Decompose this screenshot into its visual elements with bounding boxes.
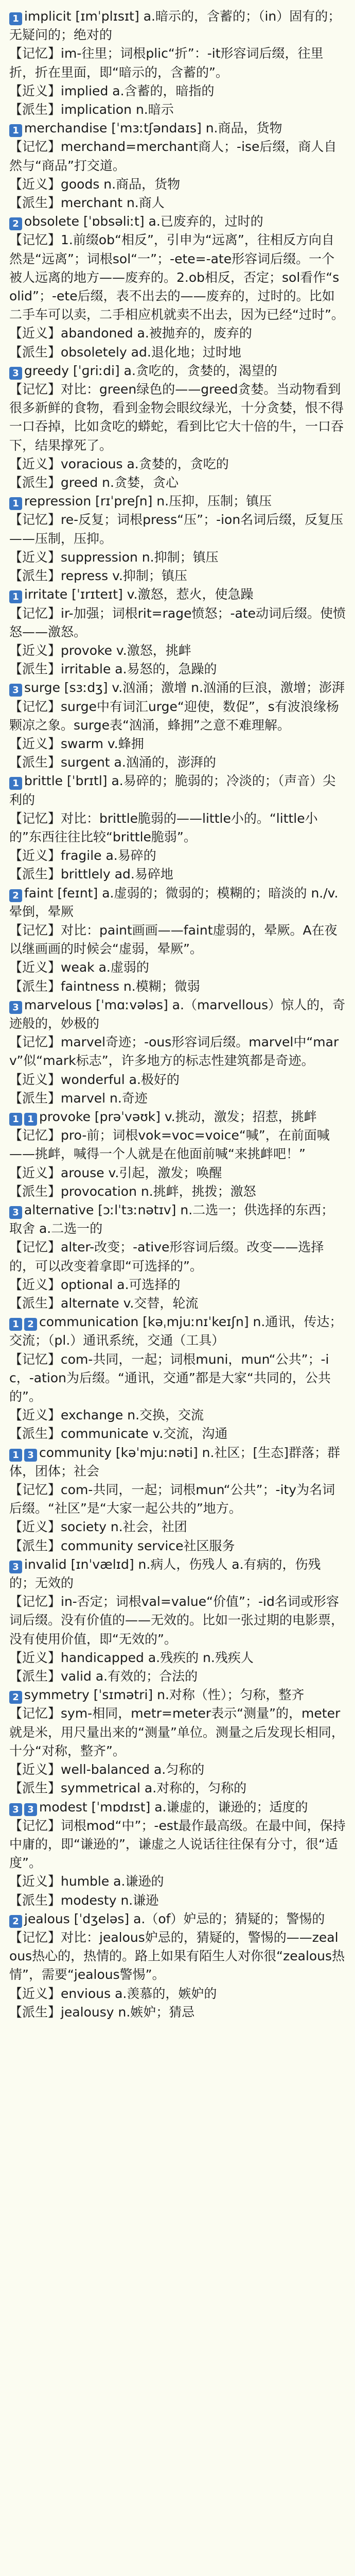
entry-text: obsolete [ˈɒbsəliːt] a.已废弃的，过时的 [24,214,263,229]
word-entry-detail [9,1276,346,1294]
entry-text: 【近义】swarm v.蜂拥 [9,736,144,751]
entry-text: 【近义】goods n.商品，货物 [9,176,181,192]
entry-text: 【记忆】surge中有词汇urge“迎使，数促”，s有波浪缘杨颗凉之象。surge表“汹涌，蜂拥”之意不难理解。 [9,699,339,733]
word-entry-detail [9,641,346,660]
word-entry-headline [9,1686,346,1704]
entry-text: 【近义】humble a.谦逊的 [9,1874,164,1889]
entry-text: irritate [ˈɪrɪteɪt] v.激怒，惹火，使急躁 [24,587,254,602]
word-entry-detail [9,1872,346,1891]
frequency-badge: 1 [9,1113,22,1126]
word-entry-detail [9,324,346,343]
entry-text: 【记忆】in-否定；词根val=value“价值”；-id名词或形容词后缀。没有价值的——无效的。比如一张过期的电影票，没有使用价值，即“无效的”。 [9,1594,344,1647]
entry-text: 【派生】surgent a.汹涌的，澎湃的 [9,755,216,770]
word-entry-detail [9,660,346,679]
entry-text: alternative [ɔːlˈtɜːnətɪv] n.二选一；供选择的东西；取舍 a.二选一的 [9,1202,334,1236]
frequency-badge: 1 [9,590,22,603]
frequency-badge: 3 [9,1803,22,1816]
entry-text: 【近义】society n.社会，社团 [9,1519,187,1535]
entry-text: 【派生】modesty n.谦逊 [9,1892,159,1908]
word-entry-detail [9,1294,346,1313]
entry-text: 【近义】wonderful a.极好的 [9,1072,180,1087]
entry-text: 【近义】provoke v.激怒，挑衅 [9,642,191,658]
frequency-badge: 3 [24,1803,37,1816]
entry-text: 【记忆】对比：jealous妒忌的，猜疑的，警惕的——zealous热心的，热情的。路上如果有陌生人对你很“zealous热情”，需要“jealous警惕”。 [9,1929,345,1982]
word-entry-detail [9,1649,346,1667]
word-entry-headline [9,679,346,697]
entry-text: 【近义】exchange n.交换，交流 [9,1408,204,1423]
entry-text: 【近义】weak a.虚弱的 [9,960,149,975]
entry-text: implicit [ɪmˈplɪsɪt] a.暗示的，含蓄的；（in）固有的；无疑问的；绝对的 [9,9,341,43]
word-entry-detail [9,44,346,81]
entry-text: 【派生】brittlely ad.易碎地 [9,867,173,882]
frequency-badge: 1 [9,1449,22,1462]
entry-text: repression [rɪˈpreʃn] n.压抑，压制；镇压 [24,494,272,509]
entry-text: 【派生】obsoletely ad.退化地；过时地 [9,344,241,360]
word-entry-headline [9,1313,346,1350]
entry-text: greedy [ˈɡriːdi] a.贪吃的，贪婪的，渴望的 [24,363,277,378]
word-entry-detail [9,809,346,846]
entry-text: 【近义】arouse v.引起，激发；唤醒 [9,1165,222,1180]
frequency-badge: 1 [24,1113,37,1126]
word-entry-detail [9,977,346,996]
entry-text: 【派生】greed n.贪婪，贪心 [9,475,179,490]
entry-text: 【记忆】对比：paint画画——faint虚弱的，晕厥。A在夜以继画画的时候会“虚弱，晕厥”。 [9,922,338,957]
entry-text: 【派生】jealousy n.嫉妒；猜忌 [9,2004,195,2020]
word-entry-headline [9,119,346,138]
word-entry-detail [9,1817,346,1873]
word-entry-detail [9,1071,346,1089]
entry-text: 【派生】repress v.抑制；镇压 [9,568,187,584]
entry-text: 【近义】well-balanced a.匀称的 [9,1762,205,1777]
entry-text: 【记忆】对比：brittle脆弱的——little小的。“little小的”东西往往比较“brittle脆弱”。 [9,810,318,844]
entry-text: faint [feɪnt] a.虚弱的；微弱的；模糊的；暗淡的 n./v.晕倒，晕厥 [9,885,339,919]
word-entry-detail [9,1238,346,1275]
word-entry-detail [9,1518,346,1536]
word-entry-detail [9,1425,346,1443]
word-entry-detail [9,175,346,194]
entry-text: symmetry [ˈsɪmətri] n.对称（性）；匀称，整齐 [24,1687,305,1703]
word-entry-detail [9,1667,346,1686]
word-entry-headline [9,1555,346,1592]
word-entry-detail [9,1406,346,1425]
word-entry-detail [9,865,346,884]
entry-text: 【派生】alternate v.交替，轮流 [9,1296,199,1311]
entry-text: 【近义】suppression n.抑制；镇压 [9,549,219,565]
word-entry-detail [9,1350,346,1406]
frequency-badge: 1 [9,777,22,790]
word-entry-detail [9,1592,346,1649]
word-entry-detail [9,138,346,175]
entry-text: 【派生】implication n.暗示 [9,102,174,117]
word-entry-headline [9,772,346,809]
word-entry-detail [9,1928,346,1985]
word-entry-detail [9,82,346,100]
entry-text: 【记忆】sym-相同，metr=meter表示“测量”的，meter就是米，用尺量出来的“测量”单位。测量之后发现长相同，十分“对称，整齐”。 [9,1706,344,1758]
frequency-badge: 3 [24,1449,37,1462]
entry-text: 【记忆】com-共同，一起；词根mun“公共”；-ity为名词后缀。“社区”是“大家一起公共的”地方。 [9,1482,335,1516]
entry-text: 【派生】community service社区服务 [9,1538,235,1553]
word-entry-detail [9,455,346,473]
entry-text: 【近义】implied a.含蓄的，暗指的 [9,83,215,98]
word-entry-detail [9,343,346,362]
word-entry-detail [9,100,346,119]
frequency-badge: 2 [24,1318,37,1331]
entry-text: community [kəˈmjuːnəti] n.社区；[生态]群落；群体，团体；社会 [9,1445,340,1479]
word-entry-detail [9,921,346,958]
entry-text: 【派生】provocation n.挑衅，挑拨；激怒 [9,1183,256,1199]
frequency-badge: 3 [9,367,22,380]
entry-text: 【记忆】pro-前；词根vok=voc=voice“喊”，在前面喊——挑衅，喊得一个人就是在他面前喊“来挑衅吧！” [9,1128,330,1162]
entry-text: surge [sɜːdʒ] v.汹涌；激增 n.汹涌的巨浪，激增；澎湃 [24,680,345,696]
entry-text: marvelous [ˈmɑːvələs] a.（marvellous）惊人的，奇迹般的，妙极的 [9,997,346,1031]
word-entry-headline [9,996,346,1033]
entry-text: invalid [ɪnˈvælɪd] n.病人，伤残人 a.有病的，伤残的；无效的 [9,1556,321,1591]
entry-text: 【派生】faintness n.模糊；微弱 [9,978,200,994]
entry-text: 【近义】abandoned a.被抛弃的，废弃的 [9,326,252,341]
word-entry-detail [9,567,346,585]
word-entry-detail [9,548,346,567]
entry-text: 【记忆】merchand=merchant商人；-ise后缀，商人自然与“商品”打交道。 [9,139,337,173]
word-entry-detail [9,231,346,324]
word-entry-headline [9,585,346,604]
word-entry-headline [9,362,346,380]
frequency-badge: 1 [9,497,22,510]
word-entry-detail [9,1537,346,1555]
entry-text: 【派生】symmetrical a.对称的，匀称的 [9,1781,247,1796]
word-entry-detail [9,1704,346,1760]
entry-text: brittle [ˈbrɪtl] a.易碎的；脆弱的；冷淡的；（声音）尖利的 [9,773,336,807]
frequency-badge: 3 [9,1001,22,1014]
frequency-badge: 2 [9,1915,22,1928]
frequency-badge: 3 [9,684,22,697]
word-entry-detail [9,846,346,865]
entry-text: 【记忆】im-往里；词根plic“折”：-it形容词后缀，往里折，折在里面，即“暗示的，含蓄的”。 [9,46,324,80]
entry-text: 【近义】envious a.羡慕的，嫉妒的 [9,1986,217,2001]
entry-text: communication [kəˌmjuːnɪˈkeɪʃn] n.通讯，传达；交流；（pl.）通讯系统，交通（工具） [9,1314,343,1348]
entry-text: merchandise [ˈmɜːtʃəndaɪs] n.商品，货物 [24,121,282,136]
word-entry-headline [9,884,346,921]
frequency-badge: 1 [9,1318,22,1331]
entry-text: 【派生】merchant n.商人 [9,195,165,211]
word-entry-headline [9,7,346,44]
word-entry-detail [9,194,346,212]
word-entry-detail [9,604,346,641]
word-entry-detail [9,1985,346,2003]
entry-text: 【记忆】marvel奇迹；-ous形容词后缀。marvel中“marv”似“mark标志”，许多地方的标志性建筑都是奇迹。 [9,1035,339,1069]
frequency-badge: 2 [9,889,22,902]
word-entry-detail [9,1033,346,1070]
word-entry-headline [9,212,346,231]
entry-text: jealous [ˈdʒeləs] a.（of）妒忌的；猜疑的；警惕的 [24,1911,325,1926]
word-entry-detail [9,698,346,735]
word-entry-headline [9,1444,346,1481]
entry-text: 【记忆】com-共同，一起；词根muni，mun“公共”；-ic，-ation为后缀。“通讯，交通”都是大家“共同的，公共的”。 [9,1351,331,1404]
entry-text: 【记忆】alter-改变；-ative形容词后缀。改变——选择的，可以改变着拿即“可选择的”。 [9,1240,324,1274]
word-entry-detail [9,1779,346,1798]
entry-text: 【近义】fragile a.易碎的 [9,848,156,863]
entry-text: 【记忆】1.前缀ob“相反”，引申为“远离”，往相反方向自然是“远离”；词根sol“一”；-ete=-ate形容词后缀。一个被人远离的地方——废弃的。2.ob相反，否定；sol看作“solid”；-ete后缀，表不出去的——废弃的，过时的。比如二手车可以卖，二手相应机就卖不出去，因为已经“过时”。 [9,232,344,323]
word-entry-detail [9,380,346,455]
word-entry-detail [9,1182,346,1201]
entry-text: 【近义】optional a.可选择的 [9,1277,181,1292]
entry-text: 【近义】handicapped a.残疾的 n.残疾人 [9,1650,254,1665]
word-entry-detail [9,1891,346,1910]
word-entry-detail [9,1126,346,1163]
entry-text: 【派生】communicate v.交流，沟通 [9,1426,228,1442]
word-entry-detail [9,1760,346,1779]
frequency-badge: 1 [9,12,22,25]
word-entry-detail [9,735,346,753]
entry-text: 【记忆】对比：green绿色的——greed贪婪。当动物看到很多新鲜的食物，看到金物会眼纹绿光，十分贪婪，恨不得一口吞掉，比如贪吃的蟒蛇，看到比它大十倍的牛，一口吞下，结果撑死了。 [9,382,344,453]
word-entry-detail [9,2003,346,2022]
entry-text: 【派生】irritable a.易怒的，急躁的 [9,662,217,677]
entry-text: 【记忆】ir-加强；词根rit=rage愤怒；-ate动词后缀。使愤怒——激怒。 [9,605,346,639]
frequency-badge: 3 [9,1206,22,1219]
word-entry-detail [9,473,346,492]
word-entry-headline [9,1910,346,1928]
word-entry-headline [9,1108,346,1126]
word-entry-detail [9,1481,346,1518]
entry-text: 【派生】marvel n.奇迹 [9,1090,148,1106]
word-entry-detail [9,753,346,772]
frequency-badge: 1 [9,124,22,137]
word-entry-headline [9,1201,346,1238]
word-entry-detail [9,511,346,548]
word-entry-detail [9,1164,346,1182]
word-entry-headline [9,1798,346,1817]
word-entry-detail [9,1089,346,1108]
entry-text: provoke [prəˈvəʊk] v.挑动，激发；招惹，挑衅 [39,1109,317,1124]
word-entry-detail [9,958,346,977]
entry-text: 【记忆】词根mod“中”；-est最作最高级。在最中间，保持中庸的，即“谦逊的”，谦虚之人说话往往保有分寸，很“适度”。 [9,1818,346,1871]
word-entry-headline [9,492,346,511]
frequency-badge: 2 [9,217,22,230]
frequency-badge: 2 [9,1691,22,1704]
entry-text: 【近义】voracious a.贪婪的，贪吃的 [9,456,229,471]
entry-text: modest [ˈmɒdɪst] a.谦虚的，谦逊的；适度的 [39,1799,308,1815]
entry-text: 【记忆】re-反复；词根press“压”；-ion名词后缀，反复压——压制，压抑。 [9,512,344,546]
entry-text: 【派生】valid a.有效的；合法的 [9,1669,198,1684]
frequency-badge: 3 [9,1561,22,1573]
